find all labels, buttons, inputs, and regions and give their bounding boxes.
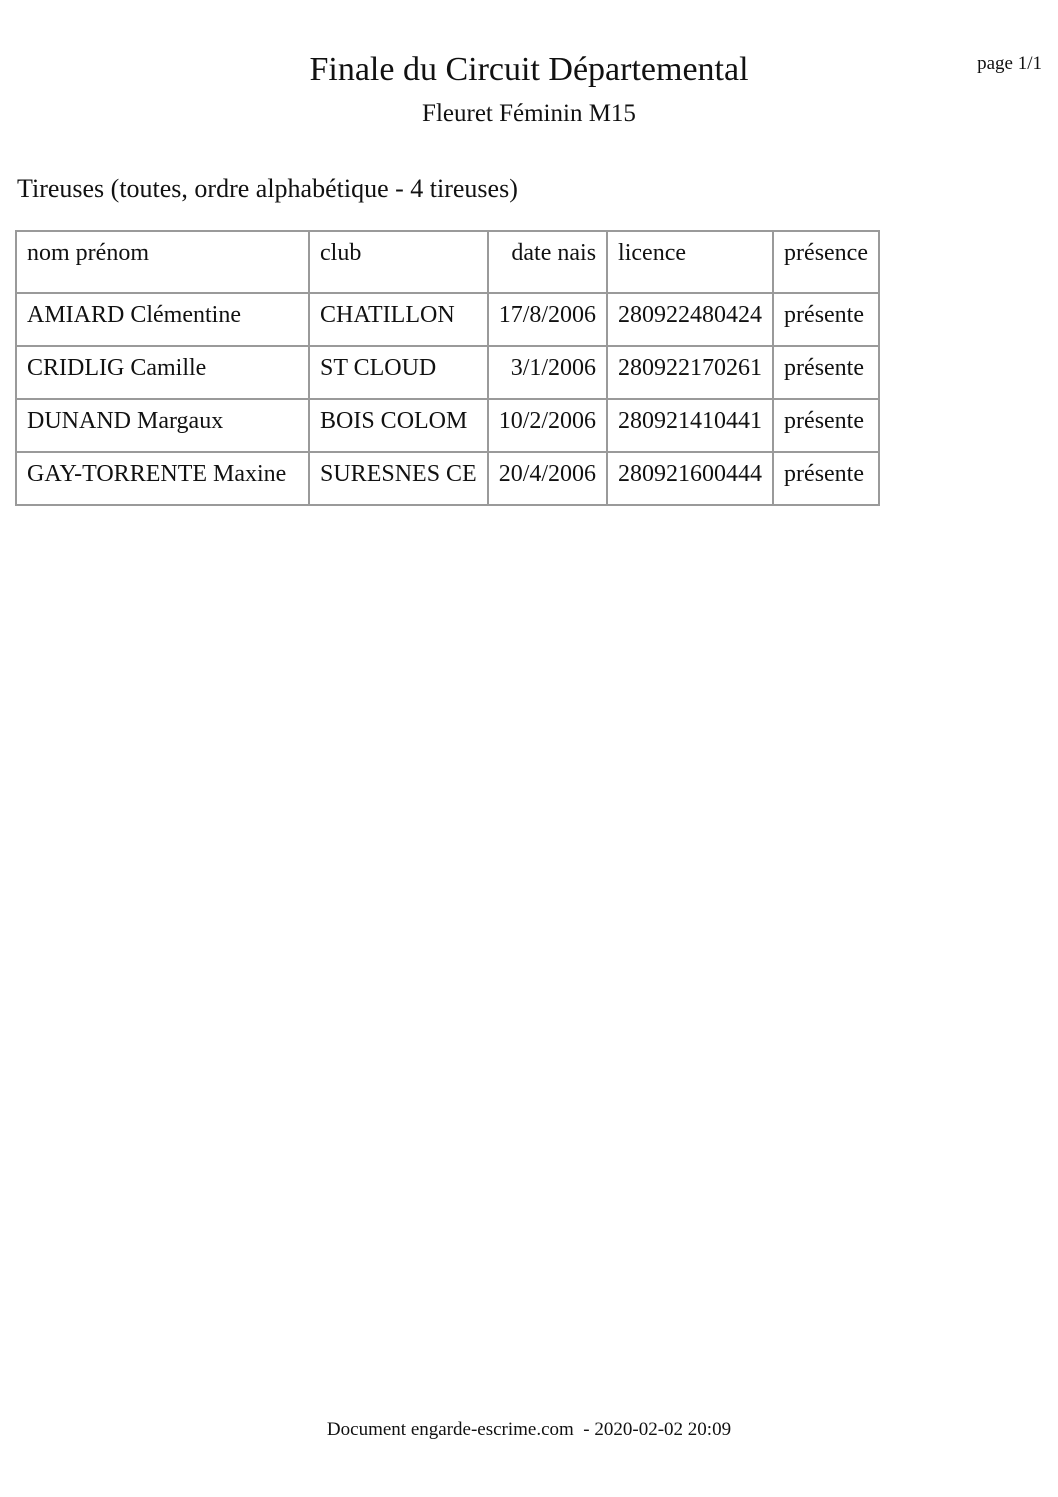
cell-presence: présente	[773, 452, 879, 505]
section-heading: Tireuses (toutes, ordre alphabétique - 4 tireuses)	[17, 174, 518, 203]
column-header-name: nom prénom	[16, 231, 309, 293]
page-subtitle: Fleuret Féminin M15	[422, 100, 636, 127]
cell-birthdate: 10/2/2006	[488, 399, 607, 452]
table-row	[16, 399, 879, 452]
table-row	[16, 452, 879, 505]
cell-club: ST CLOUD	[309, 346, 488, 399]
cell-licence: 280922170261	[607, 346, 773, 399]
page-title: Finale du Circuit Départemental	[309, 51, 749, 88]
cell-licence: 280921600444	[607, 452, 773, 505]
table-row	[16, 293, 879, 346]
cell-club: SURESNES CE	[309, 452, 488, 505]
cell-club: CHATILLON	[309, 293, 488, 346]
cell-birthdate: 17/8/2006	[488, 293, 607, 346]
cell-name: AMIARD Clémentine	[16, 293, 309, 346]
fencers-table	[15, 230, 880, 506]
document-footer: Document engarde-escrime.com - 2020-02-02 20:09	[326, 1419, 732, 1440]
cell-licence: 280922480424	[607, 293, 773, 346]
cell-licence: 280921410441	[607, 399, 773, 452]
cell-name: GAY-TORRENTE Maxine	[16, 452, 309, 505]
cell-name: CRIDLIG Camille	[16, 346, 309, 399]
column-header-birthdate: date nais	[488, 231, 607, 293]
column-header-licence: licence	[607, 231, 773, 293]
cell-birthdate: 20/4/2006	[488, 452, 607, 505]
table-row	[16, 346, 879, 399]
column-header-club: club	[309, 231, 488, 293]
cell-presence: présente	[773, 346, 879, 399]
table-header-row	[16, 231, 879, 293]
column-header-presence: présence	[773, 231, 879, 293]
cell-presence: présente	[773, 293, 879, 346]
cell-presence: présente	[773, 399, 879, 452]
cell-name: DUNAND Margaux	[16, 399, 309, 452]
cell-birthdate: 3/1/2006	[488, 346, 607, 399]
page-number: page 1/1	[977, 53, 1042, 74]
cell-club: BOIS COLOM	[309, 399, 488, 452]
